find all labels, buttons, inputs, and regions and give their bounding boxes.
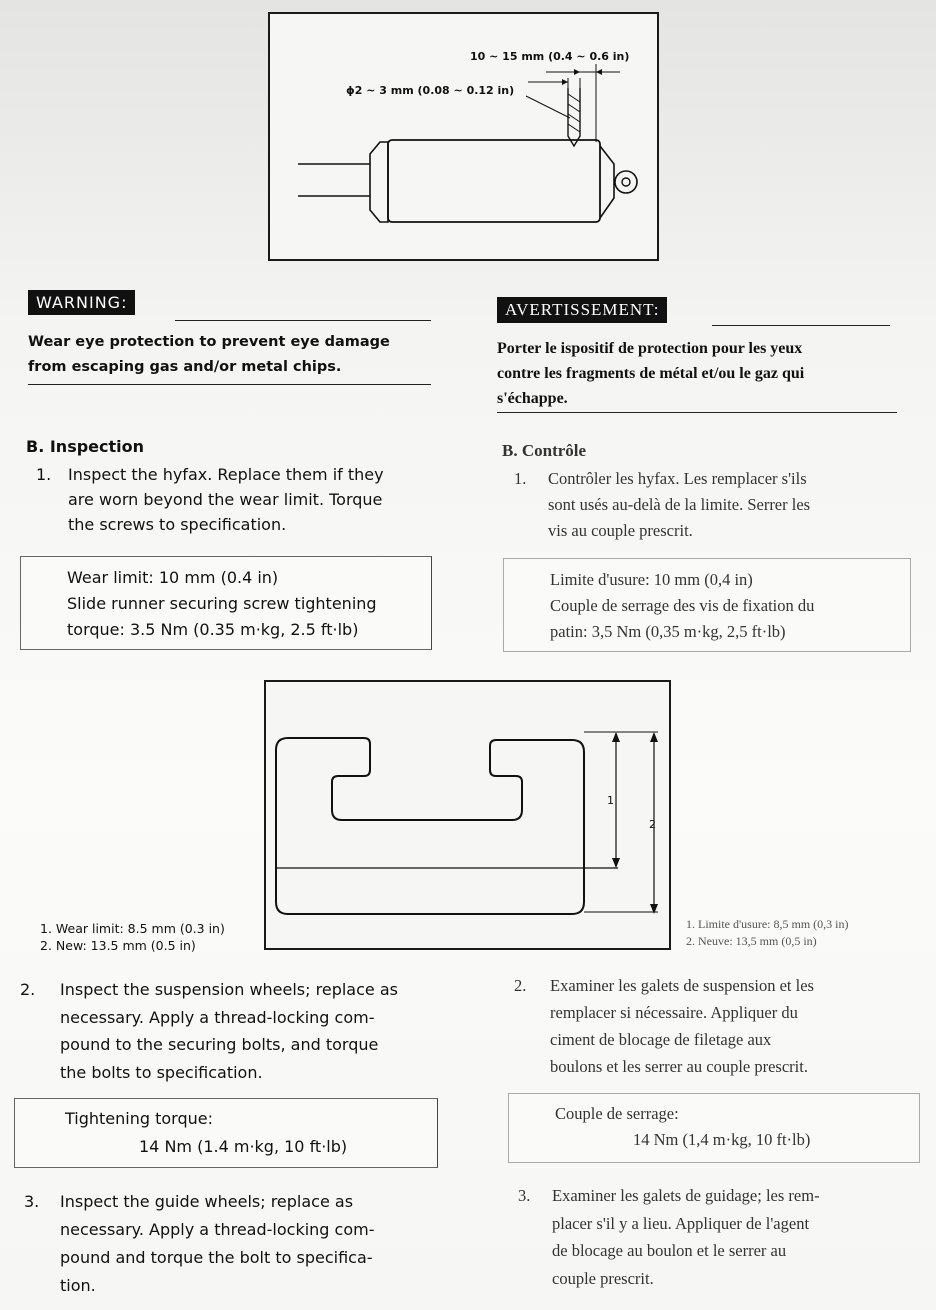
spec-line: Couple de serrage des vis de fixation du (550, 596, 815, 615)
wear-limit-spec-box (20, 556, 432, 650)
suspension-torque-box (14, 1098, 438, 1168)
drill-diameter-label: ϕ2 ~ 3 mm (0.08 ~ 0.12 in) (346, 84, 515, 97)
item-line: couple prescrit. (552, 1268, 654, 1288)
item-line: sont usés au-delà de la limite. Serrer les (548, 495, 811, 514)
item-number: 3. (518, 1186, 531, 1205)
avertissement-top-rule (712, 325, 890, 326)
item-number: 2. (20, 980, 36, 999)
spec-line: patin: 3,5 Nm (0,35 m·kg, 2,5 ft·lb) (550, 622, 786, 641)
item-number: 3. (24, 1192, 40, 1211)
item-line: placer s'il y a lieu. Appliquer de l'agent (552, 1213, 810, 1233)
dimension-2-label: 2 (649, 818, 656, 831)
item-line: Inspect the hyfax. Replace them if they (68, 465, 384, 484)
torque-value: 14 Nm (1,4 m·kg, 10 ft·lb) (633, 1130, 811, 1149)
spec-line: torque: 3.5 Nm (0.35 m·kg, 2.5 ft·lb) (67, 620, 359, 639)
item-line: ciment de blocage de filetage aux (550, 1030, 772, 1049)
inspection-heading: B. Inspection (26, 437, 145, 456)
slide-runner-figure (264, 680, 671, 950)
torque-label: Couple de serrage: (555, 1104, 679, 1123)
item-number: 1. (514, 469, 527, 488)
item-number: 2. (514, 976, 527, 995)
drill-depth-label: 10 ~ 15 mm (0.4 ~ 0.6 in) (470, 50, 630, 63)
item-line: pound to the securing bolts, and torque (60, 1035, 379, 1054)
limite-usure-spec-box (503, 558, 911, 652)
avertissement-line: s'échappe. (497, 390, 568, 407)
warning-line: from escaping gas and/or metal chips. (28, 359, 342, 375)
item-line: are worn beyond the wear limit. Torque (68, 490, 383, 509)
item-line: boulons et les serrer au couple prescrit. (550, 1057, 808, 1076)
item-line: Contrôler les hyfax. Les remplacer s'ils (548, 469, 807, 488)
item-line: Inspect the suspension wheels; replace as (60, 980, 398, 999)
torque-label: Tightening torque: (65, 1109, 213, 1128)
avertissement-badge: AVERTISSEMENT: (497, 297, 667, 323)
spec-line: Wear limit: 10 mm (0.4 in) (67, 568, 279, 587)
warning-text (28, 330, 438, 380)
warning-badge: WARNING: (28, 290, 135, 315)
avertissement-line: Porter le ispositif de protection pour les yeux (497, 340, 803, 357)
avertissement-text (497, 336, 917, 411)
item-line: Examiner les galets de guidage; les rem- (552, 1186, 820, 1205)
caption-line: 1. Wear limit: 8.5 mm (0.3 in) (40, 921, 225, 936)
item-line: tion. (60, 1276, 96, 1295)
warning-bottom-rule (28, 384, 431, 385)
figure-caption-fr (686, 916, 848, 950)
warning-top-rule (175, 320, 431, 321)
item-line: pound and torque the bolt to specifica- (60, 1248, 373, 1267)
avertissement-bottom-rule (497, 412, 897, 413)
item-line: the bolts to specification. (60, 1062, 263, 1082)
warning-line: Wear eye protection to prevent eye damage (28, 334, 390, 350)
avertissement-line: contre les fragments de métal et/ou le gaz qui (497, 365, 805, 382)
caption-line: 2. New: 13.5 mm (0.5 in) (40, 938, 196, 953)
caption-line: 1. Limite d'usure: 8,5 mm (0,3 in) (686, 917, 849, 931)
item-line: necessary. Apply a thread-locking com- (60, 1220, 375, 1239)
spec-line: Limite d'usure: 10 mm (0,4 in) (550, 570, 753, 589)
item-line: Inspect the guide wheels; replace as (60, 1192, 354, 1211)
spec-line: Slide runner securing screw tightening (67, 594, 377, 613)
item-line: de blocage au boulon et le serrer au (552, 1241, 787, 1260)
caption-line: 2. Neuve: 13,5 mm (0,5 in) (686, 934, 817, 948)
slide-runner-profile-diagram (266, 682, 669, 948)
item-line: necessary. Apply a thread-locking com- (60, 1007, 375, 1027)
item-line: the screws to specification. (68, 515, 287, 534)
controle-heading: B. Contrôle (502, 441, 587, 460)
figure-caption-en (40, 920, 225, 954)
item-number: 1. (36, 465, 52, 484)
item-line: remplacer si nécessaire. Appliquer du (550, 1003, 798, 1022)
torque-value: 14 Nm (1.4 m·kg, 10 ft·lb) (139, 1137, 348, 1156)
hyfax-cylinder-figure (268, 12, 659, 261)
item-line: vis au couple prescrit. (548, 521, 693, 540)
item-line: Examiner les galets de suspension et les (550, 976, 814, 995)
couple-serrage-box (508, 1093, 920, 1163)
dimension-1-label: 1 (607, 794, 614, 807)
